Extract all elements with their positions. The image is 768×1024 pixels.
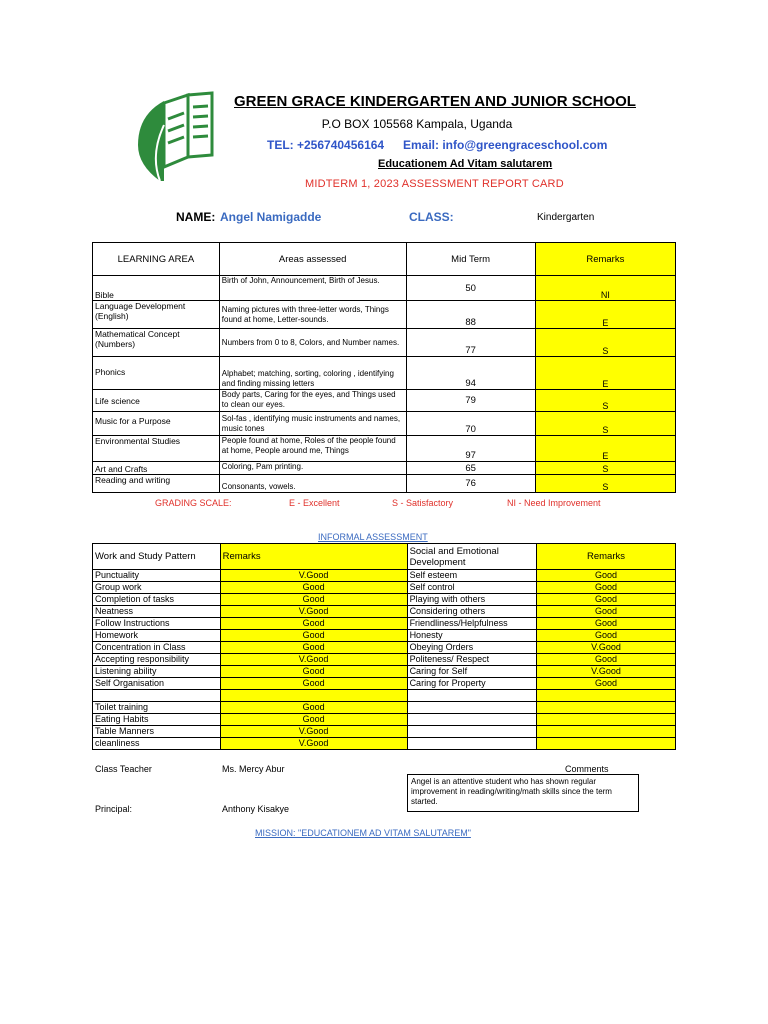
social-item: Politeness/ Respect [407,654,536,666]
social-remark [537,702,676,714]
social-remark: Good [537,618,676,630]
social-item: Honesty [407,630,536,642]
mid-term-score: 94 [406,357,535,390]
principal-label: Principal: [95,804,133,814]
work-pattern-item: Neatness [93,606,221,618]
social-remark: Good [537,606,676,618]
header-social-emotional: Social and Emotional Development [407,544,536,570]
social-remark: Good [537,594,676,606]
learning-area: Music for a Purpose [93,412,220,436]
work-pattern-remark: Good [220,582,407,594]
work-pattern-remark: Good [220,702,407,714]
mid-term-score: 77 [406,329,535,357]
mid-term-score: 50 [406,276,535,301]
table-row [93,582,676,594]
work-pattern-remark: Good [220,594,407,606]
learning-area: Language Development (English) [93,301,220,329]
social-remark: Good [537,630,676,642]
work-pattern-item: cleanliness [93,738,221,750]
assessment-header-row [93,243,676,276]
table-row [93,642,676,654]
mid-term-score: 70 [406,412,535,436]
social-item: Self esteem [407,570,536,582]
areas-assessed: Naming pictures with three-letter words, Things found at home, Letter-sounds. [219,301,406,329]
student-class: Kindergarten [537,212,595,223]
social-remark: Good [537,570,676,582]
work-pattern-item: Listening ability [93,666,221,678]
social-remark: Good [537,582,676,594]
social-item: Self control [407,582,536,594]
social-item [407,738,536,750]
work-pattern-remark: Good [220,618,407,630]
mid-term-score: 65 [406,462,535,475]
table-row [93,606,676,618]
header-remarks-work: Remarks [220,544,407,570]
social-remark [537,690,676,702]
informal-header-row [93,544,676,570]
work-pattern-item: Toilet training [93,702,221,714]
work-pattern-item: Self Organisation [93,678,221,690]
table-row [93,702,676,714]
areas-assessed: People found at home, Roles of the people found at home, People around me, Things [219,436,406,462]
class-label: CLASS: [409,210,454,224]
areas-assessed: Consonants, vowels. [219,475,406,493]
areas-assessed: Birth of John, Announcement, Birth of Jesus. [219,276,406,301]
table-row [93,475,676,493]
table-row [93,726,676,738]
table-row [93,412,676,436]
table-row [93,329,676,357]
work-pattern-remark: V.Good [220,606,407,618]
header-work-study-pattern: Work and Study Pattern [93,544,221,570]
social-remark [537,738,676,750]
work-pattern-remark: Good [220,678,407,690]
table-row [93,714,676,726]
grading-scale-label: GRADING SCALE: [155,498,232,508]
school-email: Email: info@greengraceschool.com [403,138,608,152]
assessment-table [92,242,676,493]
remark: S [535,329,675,357]
table-row [93,618,676,630]
mission-statement: MISSION: "EDUCATIONEM AD VITAM SALUTAREM" [255,828,471,838]
table-row [93,570,676,582]
learning-area: Bible [93,276,220,301]
learning-area: Environmental Studies [93,436,220,462]
social-item: Considering others [407,606,536,618]
work-pattern-item: Completion of tasks [93,594,221,606]
social-item: Playing with others [407,594,536,606]
school-telephone: TEL: +256740456164 [267,138,385,152]
header-areas-assessed: Areas assessed [219,243,406,276]
areas-assessed: Alphabet; matching, sorting, coloring , identifying and finding missing letters [219,357,406,390]
table-row [93,594,676,606]
remark: S [535,390,675,412]
mid-term-score: 97 [406,436,535,462]
grading-excellent: E - Excellent [289,498,340,508]
work-pattern-remark: V.Good [220,738,407,750]
student-name: Angel Namigadde [220,210,322,224]
work-pattern-item: Table Manners [93,726,221,738]
social-item [407,690,536,702]
social-remark: Good [537,678,676,690]
grading-satisfactory: S - Satisfactory [392,498,454,508]
learning-area: Phonics [93,357,220,390]
mid-term-score: 79 [406,390,535,412]
areas-assessed: Sol-fas , identifying music instruments and names, music tones [219,412,406,436]
remark: E [535,436,675,462]
table-row [93,630,676,642]
work-pattern-item: Eating Habits [93,714,221,726]
table-row [93,390,676,412]
school-name: GREEN GRACE KINDERGARTEN AND JUNIOR SCHOOL [234,93,636,110]
social-remark: V.Good [537,666,676,678]
table-row [93,357,676,390]
table-row [93,276,676,301]
social-remark: Good [537,654,676,666]
learning-area: Mathematical Concept (Numbers) [93,329,220,357]
work-pattern-item: Group work [93,582,221,594]
table-row [93,436,676,462]
learning-area: Reading and writing [93,475,220,493]
work-pattern-remark: Good [220,666,407,678]
work-pattern-remark: Good [220,642,407,654]
remark: S [535,475,675,493]
social-remark [537,714,676,726]
remark: E [535,301,675,329]
work-pattern-remark: V.Good [220,654,407,666]
report-title: MIDTERM 1, 2023 ASSESSMENT REPORT CARD [305,178,564,190]
work-pattern-item: Accepting responsibility [93,654,221,666]
mid-term-score: 76 [406,475,535,493]
school-address: P.O BOX 105568 Kampala, Uganda [321,117,513,131]
table-row [93,654,676,666]
school-logo-leaf-book-icon [130,85,220,185]
work-pattern-remark: Good [220,630,407,642]
table-row [93,738,676,750]
work-pattern-item: Homework [93,630,221,642]
work-pattern-item: Punctuality [93,570,221,582]
header-mid-term: Mid Term [406,243,535,276]
header-learning-area: LEARNING AREA [93,243,220,276]
comments-label: Comments [565,764,609,774]
work-pattern-item: Concentration in Class [93,642,221,654]
header-remarks: Remarks [535,243,675,276]
social-item [407,726,536,738]
social-item [407,702,536,714]
work-pattern-item: Follow Instructions [93,618,221,630]
table-row [93,678,676,690]
table-row [93,462,676,475]
comments-box: Angel is an attentive student who has shown regular improvement in reading/writing/math skills since the term started. [407,774,639,812]
table-row [93,690,676,702]
work-pattern-remark: Good [220,714,407,726]
header-remarks-social: Remarks [537,544,676,570]
areas-assessed: Coloring, Pam printing. [219,462,406,475]
social-item: Obeying Orders [407,642,536,654]
learning-area: Art and Crafts [93,462,220,475]
informal-assessment-title: INFORMAL ASSESSMENT [318,532,428,542]
social-remark: V.Good [537,642,676,654]
remark: S [535,412,675,436]
work-pattern-item [93,690,221,702]
table-row [93,301,676,329]
areas-assessed: Numbers from 0 to 8, Colors, and Number names. [219,329,406,357]
grading-need-improvement: NI - Need Improvement [507,498,601,508]
work-pattern-remark: V.Good [220,570,407,582]
class-teacher-label: Class Teacher [95,764,152,774]
work-pattern-remark: V.Good [220,726,407,738]
mid-term-score: 88 [406,301,535,329]
principal-name: Anthony Kisakye [222,804,290,814]
remark: NI [535,276,675,301]
areas-assessed: Body parts, Caring for the eyes, and Things used to clean our eyes. [219,390,406,412]
class-teacher-name: Ms. Mercy Abur [222,764,285,774]
table-row [93,666,676,678]
learning-area: Life science [93,390,220,412]
social-item: Caring for Property [407,678,536,690]
social-remark [537,726,676,738]
social-item: Friendliness/Helpfulness [407,618,536,630]
social-item [407,714,536,726]
informal-assessment-table [92,543,676,750]
name-label: NAME: [176,210,216,224]
social-item: Caring for Self [407,666,536,678]
work-pattern-remark [220,690,407,702]
remark: S [535,462,675,475]
remark: E [535,357,675,390]
school-motto: Educationem Ad Vitam salutarem [378,158,553,170]
